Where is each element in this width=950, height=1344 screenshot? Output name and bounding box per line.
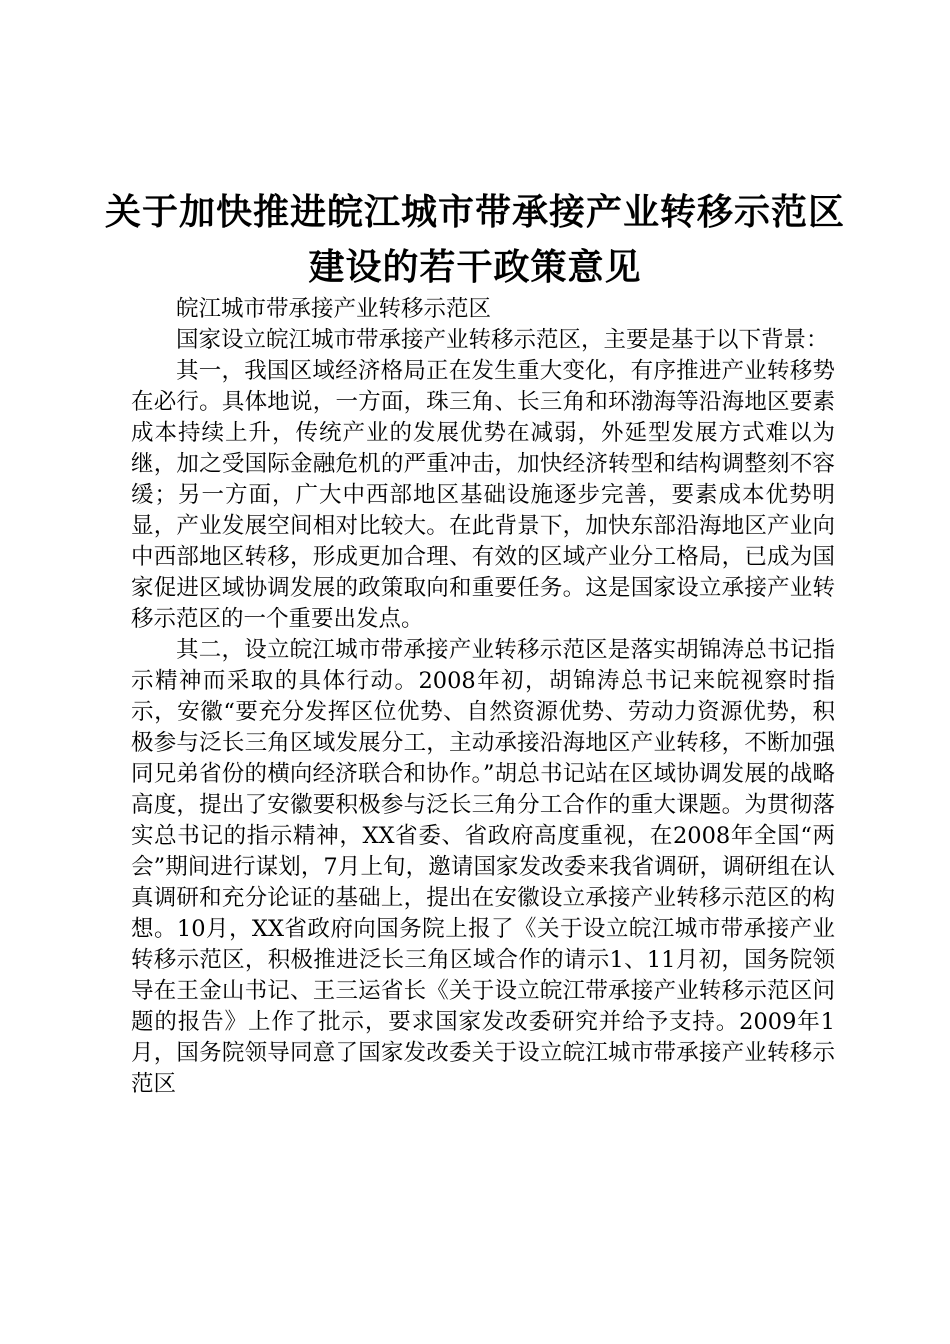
paragraph-subtitle: 皖江城市带承接产业转移示范区 — [176, 296, 492, 322]
document-title-line-1: 关于加快推进皖江城市带承接产业转移示范区 — [104, 191, 845, 233]
document-body — [131, 294, 835, 1100]
paragraph-intro: 国家设立皖江城市带承接产业转移示范区，主要是基于以下背景： — [176, 327, 829, 353]
paragraph-first-reason: 其一，我国区域经济格局正在发生重大变化，有序推进产业转移势在必行。具体地说，一方面，珠三角、长三角和环渤海等沿海地区要素成本持续上升，传统产业的发展优势在减弱，外延型发展方式难以为继，加之受国际金融危机的严重冲击，加快经济转型和结构调整刻不容缓；另一方面，广大中西部地区基础设施逐步完善，要素成本优势明显，产业发展空间相对比较大。在此背景下，加快东部沿海地区产业向中西部地区转移，形成更加合理、有效的区域产业分工格局，已成为国家促进区域协调发展的政策取向和重要任务。这是国家设立承接产业转移示范区的一个重要出发点。 — [131, 358, 835, 632]
document-title-line-2: 建设的若干政策意见 — [308, 246, 642, 288]
paragraph-second-reason: 其二，设立皖江城市带承接产业转移示范区是落实胡锦涛总书记指示精神而采取的具体行动。2008年初，胡锦涛总书记来皖视察时指示，安徽“要充分发挥区位优势、自然资源优势、劳动力资源优势，积极参与泛长三角区域发展分工，主动承接沿海地区产业转移，不断加强同兄弟省份的横向经济联合和协作。”胡总书记站在区域协调发展的战略高度，提出了安徽要积极参与泛长三角分工合作的重大课题。为贯彻落实总书记的指示精神，XX省委、省政府高度重视，在2008年全国“两会”期间进行谋划，7月上旬，邀请国家发改委来我省调研，调研组在认真调研和充分论证的基础上，提出在安徽设立承接产业转移示范区的构想。10月，XX省政府向国务院上报了《关于设立皖江城市带承接产业转移示范区，积极推进泛长三角区域合作的请示1、11月初，国务院领导在王金山书记、王三运省长《关于设立皖江带承接产业转移示范区问题的报告》上作了批示，要求国家发改委研究并给予支持。2009年1月，国务院领导同意了国家发改委关于设立皖江城市带承接产业转移示范区 — [131, 637, 835, 1097]
